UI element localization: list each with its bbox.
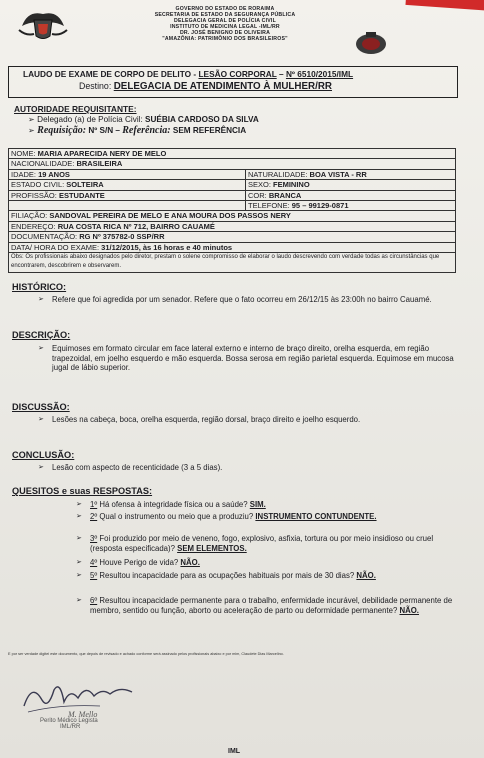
- conclusao-text: [38, 463, 454, 473]
- laudo-title: [23, 69, 353, 79]
- historico-body: Refere que foi agredida por um senador. Refere que o fato ocorreu em 26/12/15 às 23:00h no bairro Cauamé.: [52, 295, 432, 304]
- blank-cell: [9, 201, 246, 211]
- profissao-value: ESTUDANTE: [58, 190, 105, 200]
- requisicao-line: [28, 125, 246, 136]
- header-line: DR. JOSÉ BENIGNO DE OLIVEIRA: [179, 30, 271, 36]
- telefone-value: 95 – 99129-0871: [291, 201, 349, 211]
- documentacao-label: DOCUMENTAÇÃO:: [11, 232, 80, 242]
- naturalidade-cell: [246, 169, 456, 179]
- nome-cell: [9, 149, 456, 159]
- filiacao-value: SANDOVAL PEREIRA DE MELO E ANA MOURA DOS PASSOS NERY: [49, 211, 291, 221]
- header-line: DELEGACIA GERAL DE POLÍCIA CIVIL: [174, 18, 276, 24]
- telefone-label: TELEFONE:: [248, 201, 292, 211]
- quesito-text: Houve Perigo de vida?: [97, 558, 181, 567]
- quesito-text: Foi produzido por meio de veneno, fogo, explosivo, asfixia, tortura ou por meio insidioso ou cruel (resposta especificada)?: [90, 534, 434, 553]
- arrow-bullet-icon: ➢: [28, 126, 35, 135]
- arrow-bullet-icon: ➢: [76, 572, 82, 579]
- signature-role: IML/RR: [60, 724, 81, 730]
- cor-cell: [246, 190, 456, 200]
- red-corner-mark: [405, 0, 484, 11]
- header-line: SECRETARIA DE ESTADO DA SEGURANÇA PÚBLICA: [154, 12, 296, 18]
- signature-name: M. Mello: [68, 710, 98, 719]
- data-exame-cell: [9, 242, 456, 252]
- header-line: "AMAZÔNIA: PATRIMÔNIO DOS BRASILEIROS": [162, 36, 288, 42]
- quesito-number: 5º: [90, 571, 98, 580]
- estado-civil-cell: [9, 180, 246, 190]
- arrow-bullet-icon: ➢: [38, 416, 44, 423]
- arrow-bullet-icon: ➢: [76, 559, 82, 566]
- obs-cell: Obs: Os profissionais abaixo designados pelo diretor, prestam o solene compromisso de elaborar o laudo descrevendo com verdade todas as circunstâncias que encontrarem, descobrirem e observarem.: [9, 253, 456, 273]
- discussao-body: Lesões na cabeça, boca, orelha esquerda, região dorsal, braço direito e joelho esquerdo.: [52, 415, 361, 424]
- identification-table: [8, 148, 456, 273]
- header-line: GOVERNO DO ESTADO DE RORAIMA: [175, 6, 275, 12]
- quesito-item: [76, 512, 462, 522]
- arrow-bullet-icon: ➢: [38, 464, 44, 471]
- naturalidade-value: BOA VISTA - RR: [309, 169, 367, 179]
- quesito-number: 6º: [90, 596, 98, 605]
- quesito-number: 1º: [90, 500, 98, 509]
- government-header: [120, 6, 330, 42]
- quesito-answer: SEM ELEMENTOS.: [177, 543, 247, 553]
- footer-note: E por ser verdade digitei este documento, que depois de revisado e achado conforme será assinado pelos profissionais abaixo e por mim, Claudete Dias Marcelino.: [8, 652, 284, 656]
- discussao-text: [38, 415, 454, 425]
- quesito-answer: SIM.: [249, 500, 266, 509]
- referencia-value: SEM REFERÊNCIA: [170, 126, 247, 135]
- quesito-item: [76, 534, 462, 553]
- nacionalidade-cell: [9, 159, 456, 169]
- quesito-answer: NÃO.: [356, 571, 376, 580]
- quesito-text: Resultou incapacidade permanente para o trabalho, enfermidade incurável, debilidade permanente de membro, sentido ou função, aborto ou aceleração de parto ou deformidade permanente?: [90, 596, 453, 615]
- arrow-bullet-icon: ➢: [38, 345, 44, 352]
- descricao-title: DESCRIÇÃO:: [12, 330, 71, 340]
- quesito-text: Resultou incapacidade para as ocupações habituais por mais de 30 dias?: [97, 571, 357, 580]
- referencia-label: Referência:: [122, 125, 171, 136]
- conclusao-title: CONCLUSÃO:: [12, 450, 75, 460]
- estado-civil-label: ESTADO CIVIL:: [11, 180, 67, 190]
- sexo-label: SEXO:: [248, 180, 274, 190]
- quesito-item: [76, 500, 462, 510]
- filiacao-label: FILIAÇÃO:: [11, 211, 50, 221]
- documentacao-cell: [9, 232, 456, 242]
- endereco-label: ENDEREÇO:: [11, 221, 58, 231]
- historico-title: HISTÓRICO:: [12, 282, 67, 292]
- quesito-text: Há ofensa à integridade física ou a saúde?: [97, 500, 250, 509]
- profissao-cell: [9, 190, 246, 200]
- bottom-label: IML: [228, 748, 241, 755]
- destino-line: [79, 81, 332, 92]
- sexo-cell: [246, 180, 456, 190]
- quesito-number: 2º: [90, 512, 98, 521]
- nome-value: MARIA APARECIDA NERY DE MELO: [37, 149, 167, 158]
- signature-role: Perito Médico Legista: [40, 718, 98, 724]
- data-exame-value: 31/12/2015, às 16 horas e 40 minutos: [101, 242, 233, 252]
- idade-cell: [9, 169, 246, 179]
- filiacao-cell: [9, 211, 456, 221]
- quesito-number: 4º: [90, 558, 98, 567]
- nome-label: NOME:: [11, 149, 38, 158]
- idade-label: IDADE:: [11, 169, 39, 179]
- descricao-body: Equimoses em formato circular em face lateral externo e interno de braço direito, orelha esquerda, em região trapezoidal, em joelho esquerdo e mão esquerda. Bossa serosa em região parietal esquerda. Equimose em mucosa jugal de lábio superior.: [52, 344, 454, 373]
- arrow-bullet-icon: ➢: [28, 115, 35, 124]
- laudo-title-box: [8, 66, 458, 98]
- signature-block: [40, 712, 98, 730]
- arrow-bullet-icon: ➢: [76, 513, 82, 520]
- nacionalidade-value: BRASILEIRA: [76, 159, 123, 169]
- quesito-item: [76, 571, 462, 581]
- police-emblem-icon: [354, 30, 388, 56]
- quesito-answer: INSTRUMENTO CONTUNDENTE.: [255, 512, 377, 521]
- arrow-bullet-icon: ➢: [76, 597, 82, 604]
- requisicao-value: Nº S/N –: [86, 126, 123, 135]
- arrow-bullet-icon: ➢: [76, 501, 82, 508]
- destino-value: DELEGACIA DE ATENDIMENTO À MULHER/RR: [113, 81, 332, 92]
- autoridade-title: AUTORIDADE REQUISITANTE:: [14, 104, 137, 114]
- quesitos-title: QUESITOS e suas RESPOSTAS:: [12, 486, 153, 496]
- cor-value: BRANCA: [268, 190, 302, 200]
- laudo-type: LESÃO CORPORAL: [198, 69, 277, 79]
- idade-value: 19 ANOS: [38, 169, 70, 179]
- nacionalidade-label: NACIONALIDADE:: [11, 159, 77, 169]
- cor-label: COR:: [248, 190, 269, 200]
- quesito-answer: NÃO.: [399, 605, 419, 615]
- roraima-coat-of-arms-icon: [18, 6, 68, 42]
- quesito-number: 3º: [90, 534, 98, 543]
- sexo-value: FEMININO: [273, 180, 310, 190]
- arrow-bullet-icon: ➢: [76, 535, 82, 542]
- endereco-cell: [9, 221, 456, 231]
- requisicao-label: Requisição:: [37, 125, 87, 136]
- quesito-answer: NÃO.: [180, 558, 200, 567]
- endereco-value: RUA COSTA RICA Nº 712, BAIRRO CAUAMÉ: [57, 221, 215, 231]
- estado-civil-value: SOLTEIRA: [66, 180, 104, 190]
- delegado-value: SUÉBIA CARDOSO DA SILVA: [145, 115, 259, 124]
- data-exame-label: DATA/ HORA DO EXAME:: [11, 242, 102, 252]
- laudo-title-prefix: LAUDO DE EXAME DE CORPO DE DELITO -: [23, 69, 199, 79]
- profissao-label: PROFISSÃO:: [11, 190, 59, 200]
- destino-label: Destino:: [79, 81, 114, 91]
- discussao-title: DISCUSSÃO:: [12, 402, 70, 412]
- quesito-item: [76, 596, 462, 615]
- historico-text: [38, 295, 452, 305]
- descricao-text: [38, 344, 454, 373]
- arrow-bullet-icon: ➢: [38, 296, 44, 303]
- quesito-text: Qual o instrumento ou meio que a produziu?: [97, 512, 256, 521]
- laudo-sep: –: [276, 69, 286, 79]
- laudo-number: Nº 6510/2015/IML: [285, 69, 354, 79]
- documentacao-value: RG Nº 375782-0 SSP/RR: [79, 232, 165, 242]
- delegado-label: Delegado (a) de Polícia Civil:: [37, 115, 146, 124]
- telefone-cell: [246, 201, 456, 211]
- conclusao-body: Lesão com aspecto de recenticidade (3 a 5 dias).: [52, 463, 223, 472]
- delegado-line: [28, 114, 259, 124]
- header-line: INSTITUTO DE MEDICINA LEGAL -IML/RR: [170, 24, 280, 30]
- naturalidade-label: NATURALIDADE:: [248, 169, 310, 179]
- quesito-item: [76, 558, 462, 568]
